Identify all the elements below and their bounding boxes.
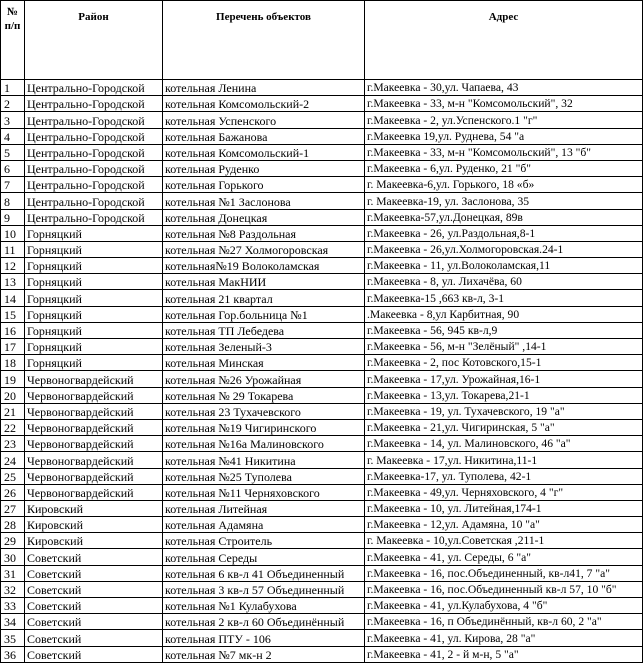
table-row (1, 112, 643, 128)
table-row (1, 630, 643, 646)
table-body (1, 80, 643, 663)
row-number: 13 (1, 274, 25, 290)
row-district: Центрально-Городской (25, 160, 163, 176)
row-number: 3 (1, 112, 25, 128)
row-address: г.Макеевка - 19, ул. Тухачевского, 19 "а" (365, 403, 643, 419)
row-district: Центрально-Городской (25, 144, 163, 160)
row-number: 28 (1, 517, 25, 533)
row-district: Кировский (25, 500, 163, 516)
row-object: котельная ПТУ - 106 (163, 630, 365, 646)
row-number: 27 (1, 500, 25, 516)
table-row (1, 517, 643, 533)
row-district: Червоногвардейский (25, 419, 163, 435)
row-address: г. Макеевка - 17,ул. Никитина,11-1 (365, 452, 643, 468)
row-address: г.Макеевка - 17,ул. Урожайная,16-1 (365, 371, 643, 387)
row-number: 22 (1, 419, 25, 435)
row-number: 7 (1, 177, 25, 193)
row-address: г.Макеевка - 12,ул. Адамяна, 10 "а" (365, 517, 643, 533)
row-district: Центрально-Городской (25, 96, 163, 112)
row-number: 33 (1, 598, 25, 614)
row-address: г.Макеевка - 16, пос.Объединенный кв-л 57, 10 "б" (365, 581, 643, 597)
row-object: котельная №25 Туполева (163, 468, 365, 484)
row-number: 29 (1, 533, 25, 549)
row-object: котельная 21 квартал (163, 290, 365, 306)
row-address: г.Макеевка-15 ,663 кв-л, 3-1 (365, 290, 643, 306)
row-object: котельная Бажанова (163, 128, 365, 144)
row-number: 11 (1, 241, 25, 257)
row-address: г.Макеевка - 56, 945 кв-л,9 (365, 322, 643, 338)
row-district: Горняцкий (25, 306, 163, 322)
table-row (1, 419, 643, 435)
row-object: котельная 2 кв-л 60 Объединённый (163, 614, 365, 630)
row-object: котельная Гор.больница №1 (163, 306, 365, 322)
table-row (1, 468, 643, 484)
row-object: котельная № 29 Токарева (163, 387, 365, 403)
row-object: котельная Ленина (163, 80, 365, 96)
row-district: Советский (25, 581, 163, 597)
row-object: котельная Комсомольский-2 (163, 96, 365, 112)
row-district: Червоногвардейский (25, 484, 163, 500)
row-number: 17 (1, 339, 25, 355)
row-object: котельная №16а Малиновского (163, 436, 365, 452)
row-address: г.Макеевка - 33, м-н "Комсомольский", 13 "б" (365, 144, 643, 160)
row-district: Центрально-Городской (25, 112, 163, 128)
row-address: г.Макеевка - 2, пос Котовского,15-1 (365, 355, 643, 371)
row-object: котельная Литейная (163, 500, 365, 516)
row-address: г.Макеевка - 14, ул. Малиновского, 46 "а" (365, 436, 643, 452)
row-district: Горняцкий (25, 258, 163, 274)
header-number: № п/п (1, 1, 25, 80)
row-address: г.Макеевка-57,ул.Донецкая, 89в (365, 209, 643, 225)
row-object: котельная Донецкая (163, 209, 365, 225)
row-number: 20 (1, 387, 25, 403)
row-number: 8 (1, 193, 25, 209)
row-district: Червоногвардейский (25, 468, 163, 484)
table-row (1, 322, 643, 338)
row-number: 24 (1, 452, 25, 468)
row-number: 10 (1, 225, 25, 241)
row-address: г.Макеевка - 30,ул. Чапаева, 43 (365, 80, 643, 96)
row-district: Советский (25, 646, 163, 662)
row-number: 21 (1, 403, 25, 419)
row-address: г.Макеевка-17, ул. Туполева, 42-1 (365, 468, 643, 484)
row-address: г.Макеевка - 33, м-н "Комсомольский", 32 (365, 96, 643, 112)
row-object: котельная №26 Урожайная (163, 371, 365, 387)
row-district: Центрально-Городской (25, 80, 163, 96)
row-number: 26 (1, 484, 25, 500)
row-address: г.Макеевка - 49,ул. Черняховского, 4 "г" (365, 484, 643, 500)
row-district: Червоногвардейский (25, 436, 163, 452)
row-district: Центрально-Городской (25, 128, 163, 144)
table-row (1, 500, 643, 516)
row-object: котельная №11 Черняховского (163, 484, 365, 500)
row-district: Кировский (25, 517, 163, 533)
row-district: Кировский (25, 533, 163, 549)
row-number: 6 (1, 160, 25, 176)
row-district: Горняцкий (25, 225, 163, 241)
row-address: г.Макеевка - 26, ул.Раздольная,8-1 (365, 225, 643, 241)
row-district: Червоногвардейский (25, 387, 163, 403)
row-number: 4 (1, 128, 25, 144)
row-district: Горняцкий (25, 322, 163, 338)
row-address: г.Макеевка - 41, ул. Середы, 6 "а" (365, 549, 643, 565)
row-address: г.Макеевка - 56, м-н "Зелёный" ,14-1 (365, 339, 643, 355)
table-row (1, 484, 643, 500)
table-row (1, 290, 643, 306)
row-number: 5 (1, 144, 25, 160)
row-address: г.Макеевка - 16, п Объединённый, кв-л 60, 2 "а" (365, 614, 643, 630)
row-address: г.Макеевка - 11, ул.Волоколамская,11 (365, 258, 643, 274)
table-row (1, 646, 643, 662)
table-row (1, 80, 643, 96)
table-row (1, 371, 643, 387)
header-address: Адрес (365, 1, 643, 80)
row-object: котельная №8 Раздольная (163, 225, 365, 241)
row-number: 19 (1, 371, 25, 387)
row-address: г.Макеевка - 2, ул.Успенского.1 "г" (365, 112, 643, 128)
row-object: котельная Строитель (163, 533, 365, 549)
row-object: котельная 6 кв-л 41 Объединенный (163, 565, 365, 581)
row-address: г.Макеевка - 41, ул.Кулабухова, 4 "б" (365, 598, 643, 614)
row-address: г.Макеевка 19,ул. Руднева, 54 "а (365, 128, 643, 144)
table-row (1, 598, 643, 614)
row-number: 34 (1, 614, 25, 630)
row-number: 14 (1, 290, 25, 306)
table-row (1, 209, 643, 225)
table-row (1, 160, 643, 176)
table-header (1, 1, 643, 80)
row-number: 31 (1, 565, 25, 581)
row-number: 9 (1, 209, 25, 225)
row-address: г.Макеевка - 6,ул. Руденко, 21 "б" (365, 160, 643, 176)
row-district: Центрально-Городской (25, 177, 163, 193)
row-address: г. Макеевка-19, ул. Заслонова, 35 (365, 193, 643, 209)
row-address: г.Макеевка - 41, 2 - й м-н, 5 "а" (365, 646, 643, 662)
row-address: г.Макеевка - 13,ул. Токарева,21-1 (365, 387, 643, 403)
row-district: Центрально-Городской (25, 193, 163, 209)
row-address: г.Макеевка - 8, ул. Лихачёва, 60 (365, 274, 643, 290)
row-address: г.Макеевка - 16, пос.Объединенный, кв-л41, 7 "а" (365, 565, 643, 581)
row-number: 36 (1, 646, 25, 662)
row-number: 25 (1, 468, 25, 484)
row-object: котельная Успенского (163, 112, 365, 128)
table-row (1, 306, 643, 322)
row-address: г.Макеевка - 21,ул. Чигиринская, 5 "а" (365, 419, 643, 435)
row-district: Червоногвардейский (25, 371, 163, 387)
row-number: 2 (1, 96, 25, 112)
row-number: 1 (1, 80, 25, 96)
row-object: котельная Комсомольский-1 (163, 144, 365, 160)
row-district: Советский (25, 565, 163, 581)
row-object: котельная №41 Никитина (163, 452, 365, 468)
row-object: котельная Адамяна (163, 517, 365, 533)
table-row (1, 387, 643, 403)
table-row (1, 258, 643, 274)
row-number: 16 (1, 322, 25, 338)
row-address: г.Макеевка - 41, ул. Кирова, 28 "а" (365, 630, 643, 646)
table-row (1, 452, 643, 468)
row-address: г. Макеевка - 10,ул.Советская ,211-1 (365, 533, 643, 549)
table-row (1, 339, 643, 355)
row-address: г. Макеевка-6,ул. Горького, 18 «б» (365, 177, 643, 193)
row-object: котельная Минская (163, 355, 365, 371)
row-district: Горняцкий (25, 274, 163, 290)
row-object: котельная Зеленый-3 (163, 339, 365, 355)
table-row (1, 274, 643, 290)
row-district: Советский (25, 598, 163, 614)
row-address: г.Макеевка - 26,ул.Холмогоровская.24-1 (365, 241, 643, 257)
row-object: котельная 23 Тухачевского (163, 403, 365, 419)
table-row (1, 549, 643, 565)
row-district: Горняцкий (25, 339, 163, 355)
table-row (1, 403, 643, 419)
table-row (1, 614, 643, 630)
header-district: Район (25, 1, 163, 80)
row-object: котельная №1 Кулабухова (163, 598, 365, 614)
row-object: котельная 3 кв-л 57 Объединенный (163, 581, 365, 597)
row-number: 35 (1, 630, 25, 646)
row-object: котельная Середы (163, 549, 365, 565)
row-number: 15 (1, 306, 25, 322)
row-object: котельная №27 Холмогоровская (163, 241, 365, 257)
row-object: котельная№19 Волоколамская (163, 258, 365, 274)
row-object: котельная Руденко (163, 160, 365, 176)
row-number: 30 (1, 549, 25, 565)
table-row (1, 193, 643, 209)
table-row (1, 436, 643, 452)
table-row (1, 581, 643, 597)
row-district: Горняцкий (25, 241, 163, 257)
row-address: .Макеевка - 8,ул Карбитная, 90 (365, 306, 643, 322)
table-row (1, 144, 643, 160)
table-row (1, 565, 643, 581)
row-object: котельная №19 Чигиринского (163, 419, 365, 435)
header-objects: Перечень объектов (163, 1, 365, 80)
row-number: 23 (1, 436, 25, 452)
row-district: Горняцкий (25, 290, 163, 306)
header-row (1, 1, 643, 80)
row-number: 12 (1, 258, 25, 274)
row-address: г.Макеевка - 10, ул. Литейная,174-1 (365, 500, 643, 516)
row-object: котельная ТП Лебедева (163, 322, 365, 338)
row-district: Советский (25, 630, 163, 646)
row-number: 18 (1, 355, 25, 371)
table-row (1, 241, 643, 257)
row-district: Советский (25, 614, 163, 630)
row-object: котельная Горького (163, 177, 365, 193)
table-row (1, 225, 643, 241)
row-district: Центрально-Городской (25, 209, 163, 225)
table-row (1, 128, 643, 144)
table-row (1, 533, 643, 549)
table-row (1, 96, 643, 112)
row-district: Червоногвардейский (25, 452, 163, 468)
row-district: Червоногвардейский (25, 403, 163, 419)
table-row (1, 355, 643, 371)
row-number: 32 (1, 581, 25, 597)
row-district: Горняцкий (25, 355, 163, 371)
row-object: котельная №7 мк-н 2 (163, 646, 365, 662)
table-row (1, 177, 643, 193)
row-object: котельная №1 Заслонова (163, 193, 365, 209)
row-object: котельная МакНИИ (163, 274, 365, 290)
row-district: Советский (25, 549, 163, 565)
